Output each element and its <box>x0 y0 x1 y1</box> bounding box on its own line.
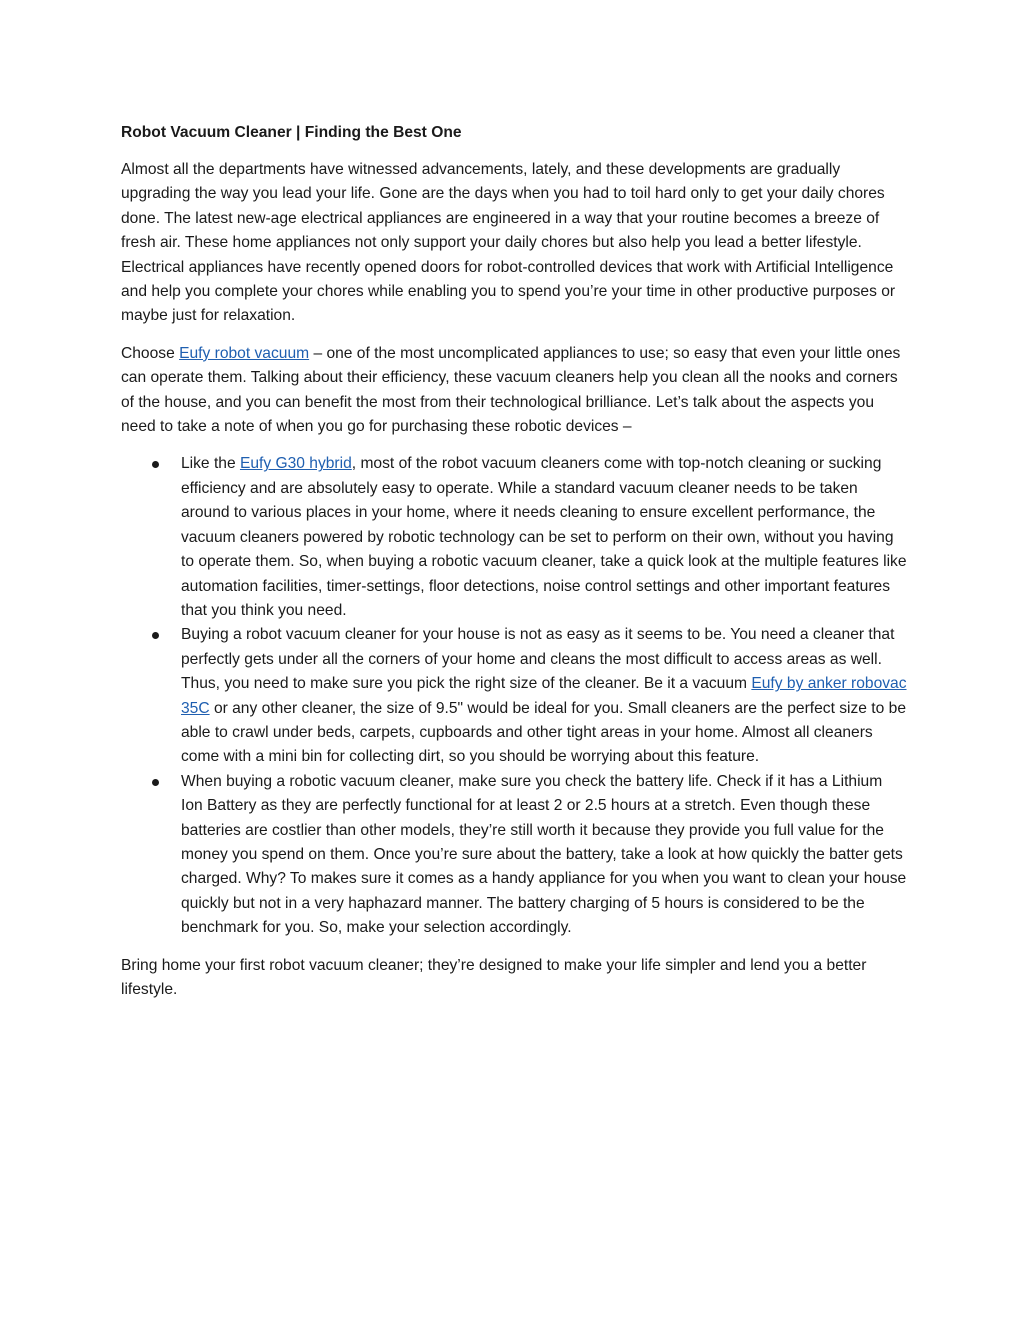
eufy-robot-vacuum-link[interactable]: Eufy robot vacuum <box>179 344 310 362</box>
choose-text-before: Choose <box>121 344 180 362</box>
bullet-icon <box>152 632 159 639</box>
bullet-2-text-after: or any other cleaner, the size of 9.5" would be ideal for you. Small cleaners are the perfect size to be able to crawl under beds, carpets, cupboards and other tight areas in your home. Almost all cleaners come with a mini bin for collecting dirt, so you should be worrying about this feature. <box>181 699 906 766</box>
closing-paragraph: Bring home your first robot vacuum cleaner; they’re designed to make your life simpler and lend you a better lifestyle. <box>121 956 867 998</box>
bullet-2-text-before: Buying a robot vacuum cleaner for your house is not as easy as it seems to be. You need a cleaner that perfectly gets under all the corners of your home and cleans the most difficult to access areas as well. Thus, you need to make sure you pick the right size of the cleaner. Be it a vacuum <box>181 626 895 693</box>
eufy-g30-hybrid-link[interactable]: Eufy G30 hybrid <box>239 455 352 473</box>
bullet-1-text-before: Like the <box>181 455 240 473</box>
eufy-by-anker-robovac-35c-link[interactable]: Eufy by anker robovac 35C <box>181 675 907 717</box>
list-item <box>121 452 907 623</box>
bullet-icon <box>152 461 159 468</box>
bullet-3-text: When buying a robotic vacuum cleaner, make sure you check the battery life. Check if it has a Lithium Ion Battery as they are perfectly functional for at least 2 or 2.5 hours at a stretch. Even though these batteries are costlier than other models, they’re still worth it because they provide you full value for the money you spend on them. Once you’re sure about the battery, take a look at how quickly the batter gets charged. Why? To makes sure it comes as a handy appliance for you when you want to clean your house quickly but not in a very haphazard manner. The battery charging of 5 hours is considered to be the benchmark for you. So, make your selection accordingly. <box>181 772 907 937</box>
list-item <box>121 623 907 769</box>
bullet-1-text-after: , most of the robot vacuum cleaners come with top-notch cleaning or sucking efficiency and are absolutely easy to operate. While a standard vacuum cleaner needs to be taken around to various places in your home, where it needs cleaning to ensure excellent performance, the vacuum cleaners powered by robotic technology can be set to perform on their own, without you having to operate them. So, when buying a robotic vacuum cleaner, take a quick look at the multiple features like automation facilities, timer-settings, floor detections, noise control settings and other important features that you think you need. <box>181 455 907 619</box>
intro-paragraph: Almost all the departments have witnessed advancements, lately, and these developments are gradually upgrading the way you lead your life. Gone are the days when you had to toil hard only to get your daily chores done. The latest new-age electrical appliances are engineered in a way that your routine becomes a breeze of fresh air. These home appliances not only support your daily chores but also help you lead a better lifestyle. Electrical appliances have recently opened doors for robot-controlled devices that work with Artificial Intelligence and help you complete your chores while enabling you to spend you’re your time in other productive purposes or maybe just for relaxation. <box>121 161 896 325</box>
document-body <box>121 121 907 1015</box>
choose-paragraph <box>121 342 907 440</box>
document-title: Robot Vacuum Cleaner | Finding the Best One <box>121 124 462 141</box>
bullet-icon <box>152 779 159 786</box>
choose-text-after: – one of the most uncomplicated appliances to use; so easy that even your little ones can operate them. Talking about their efficiency, these vacuum cleaners help you clean all the nooks and corners of the house, and you can benefit the most from their technological brilliance. Let’s talk about the aspects you need to take a note of when you go for purchasing these robotic devices – <box>121 344 901 436</box>
list-item <box>121 770 907 941</box>
aspects-bullet-list <box>121 452 907 940</box>
